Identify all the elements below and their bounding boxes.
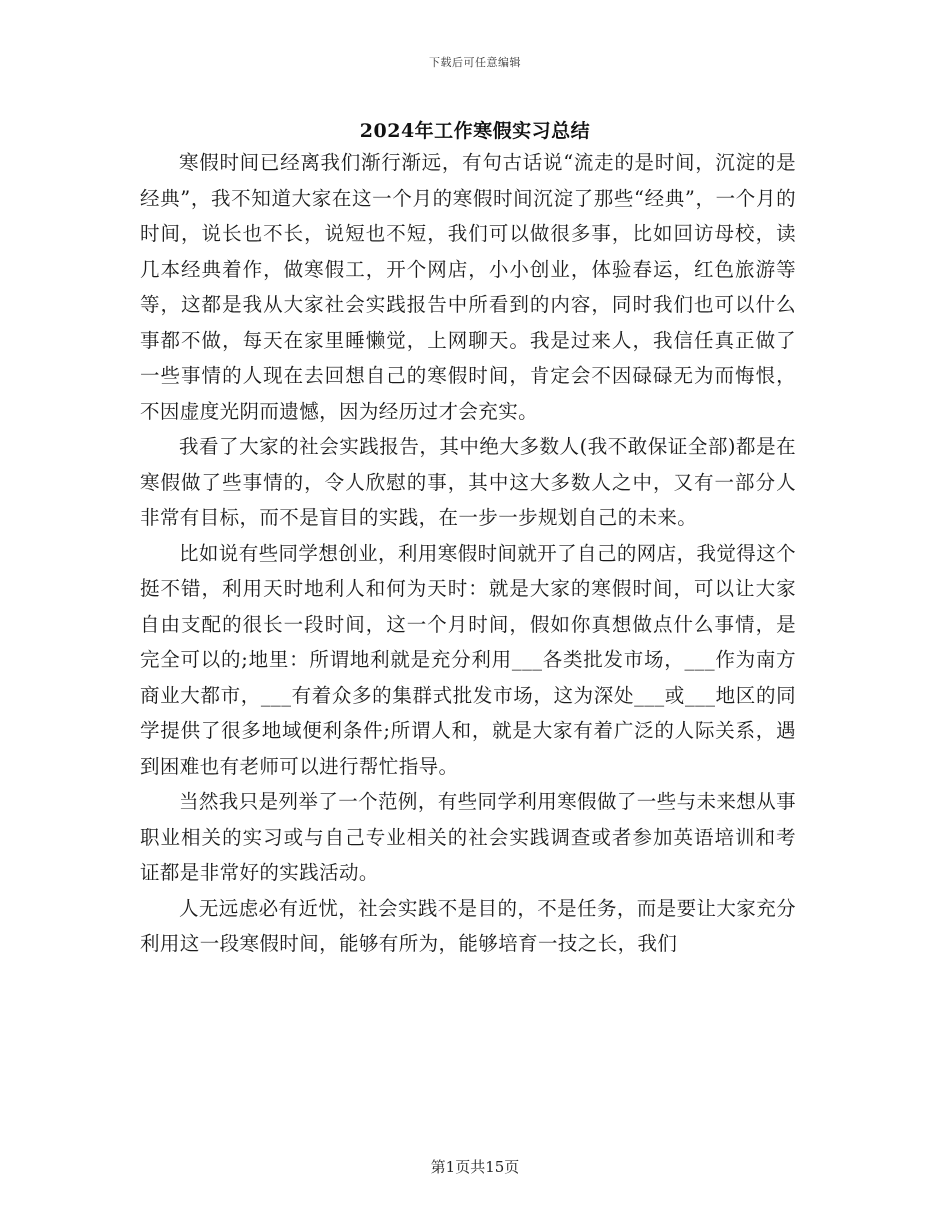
paragraph-4: 当然我只是列举了一个范例，有些同学利用寒假做了一些与未来想从事职业相关的实习或与自己专业相关的社会实践调查或者参加英语培训和考证都是非常好的实践活动。 xyxy=(140,790,796,884)
page-header-note: 下载后可任意编辑 xyxy=(429,56,521,69)
document-title: 2024年工作寒假实习总结 xyxy=(359,120,591,142)
paragraph-5: 人无远虑必有近忧，社会实践不是目的，不是任务，而是要让大家充分利用这一段寒假时间，能够有所为，能够培育一技之长，我们 xyxy=(140,896,796,955)
page-number: 第1页共15页 xyxy=(430,1158,520,1176)
document-body xyxy=(140,145,796,962)
paragraph-1: 寒假时间已经离我们渐行渐远，有句古话说“流走的是时间，沉淀的是经典”，我不知道大家在这一个月的寒假时间沉淀了那些“经典”，一个月的时间，说长也不长，说短也不短，我们可以做很多事，比如回访母校，读几本经典着作，做寒假工，开个网店，小小创业，体验春运，红色旅游等等，这都是我从大家社会实践报告中所看到的内容，同时我们也可以什么事都不做，每天在家里睡懒觉，上网聊天。我是过来人，我信任真正做了一些事情的人现在去回想自己的寒假时间，肯定会不因碌碌无为而悔恨，不因虚度光阴而遗憾，因为经历过才会充实。 xyxy=(140,151,796,423)
paragraph-3: 比如说有些同学想创业，利用寒假时间就开了自己的网店，我觉得这个挺不错，利用天时地利人和何为天时：就是大家的寒假时间，可以让大家自由支配的很长一段时间，这一个月时间，假如你真想做点什么事情，是完全可以的;地里：所谓地利就是充分利用___各类批发市场，___作为南方商业大都市，___有着众多的集群式批发市场，这为深处___或___地区的同学提供了很多地域便利条件;所谓人和，就是大家有着广泛的人际关系，遇到困难也有老师可以进行帮忙指导。 xyxy=(140,541,796,778)
paragraph-2: 我看了大家的社会实践报告，其中绝大多数人(我不敢保证全部)都是在寒假做了些事情的，令人欣慰的事，其中这大多数人之中，又有一部分人非常有目标，而不是盲目的实践，在一步一步规划自己的未来。 xyxy=(140,435,796,529)
